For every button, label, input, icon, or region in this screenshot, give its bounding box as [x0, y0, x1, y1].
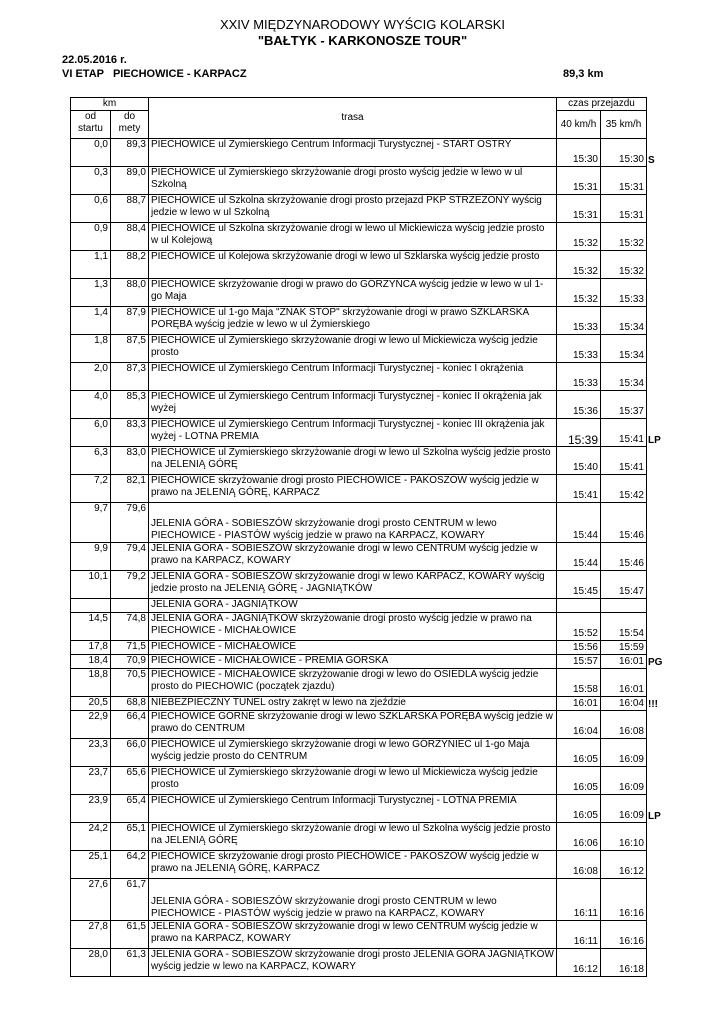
document-subtitle: "BAŁTYK - KARKONOSZE TOUR" [257, 33, 468, 48]
route-description: PIECHOWICE ul Żymierskiego Centrum Informacji Turystycznej - LOTNA PREMIA [149, 795, 557, 823]
route-description: PIECHOWICE - MICHAŁOWICE skrzyżowanie drogi w lewo do OSIEDLA wyścig jedzie prosto do PIECHOWIC (początek zjazdu) [149, 669, 557, 697]
route-description: PIECHOWICE ul Żymierskiego skrzyżowanie drogi w lewo ul Mickiewicza wyścig jedzie prosto [149, 335, 557, 363]
km-to-finish: 83,3 [111, 419, 149, 447]
km-from-start: 1,1 [71, 251, 111, 279]
table-row [71, 599, 677, 613]
table-row [71, 223, 677, 251]
time-40kmh: 16:06 [557, 823, 601, 851]
time-35kmh: 15:46 [601, 543, 647, 571]
route-description: JELENIA GÓRA - SOBIESZÓW skrzyżowanie drogi w lewo CENTRUM wyścig jedzie w prawo na KARPACZ, KOWARY [149, 543, 557, 571]
do-header: do mety [111, 111, 149, 139]
trasa-header: trasa [149, 98, 557, 139]
table-row [71, 363, 677, 391]
time-35kmh: 15:32 [601, 251, 647, 279]
time-40kmh: 15:32 [557, 251, 601, 279]
time-40kmh: 16:05 [557, 767, 601, 795]
km-to-finish: 66,0 [111, 739, 149, 767]
route-marker: LP [648, 810, 661, 822]
table-row [71, 503, 677, 543]
time-40kmh: 15:32 [557, 223, 601, 251]
route-marker [647, 599, 677, 613]
route-marker [647, 335, 677, 363]
route-marker: LP [648, 434, 661, 446]
route-description: JELENIA GÓRA - SOBIESZÓW skrzyżowanie drogi prosto CENTRUM w lewo PIECHOWICE - PIASTÓW wyścig jedzie w prawo na KARPACZ, KOWARY [149, 879, 557, 921]
km-from-start: 28,0 [71, 949, 111, 977]
table-row [71, 167, 677, 195]
km-from-start: 0,6 [71, 195, 111, 223]
time-40kmh: 15:52 [557, 613, 601, 641]
time-40kmh: 16:01 [557, 697, 601, 711]
route-marker [647, 251, 677, 279]
km-to-finish: 71,5 [111, 641, 149, 655]
time-40kmh: 15:30 [557, 139, 601, 167]
route-description: PIECHOWICE GÓRNE skrzyżowanie drogi w lewo SZKLARSKA PORĘBA wyścig jedzie w prawo do CENTRUM [149, 711, 557, 739]
km-to-finish: 88,2 [111, 251, 149, 279]
km-from-start: 20,5 [71, 697, 111, 711]
km-from-start: 6,0 [71, 419, 111, 447]
km-from-start: 14,5 [71, 613, 111, 641]
km-to-finish: 61,5 [111, 921, 149, 949]
time-40kmh [557, 599, 601, 613]
km-to-finish: 88,7 [111, 195, 149, 223]
time-35kmh: 15:46 [601, 503, 647, 543]
table-row [71, 475, 677, 503]
km-to-finish: 85,3 [111, 391, 149, 419]
time-35kmh: 16:18 [601, 949, 647, 977]
km-from-start: 9,9 [71, 543, 111, 571]
time-40kmh: 15:32 [557, 279, 601, 307]
route-description: JELENIA GÓRA - SOBIESZÓW skrzyżowanie drogi w lewo CENTRUM wyścig jedzie w prawo na KARPACZ, KOWARY [149, 921, 557, 949]
table-row [71, 307, 677, 335]
table-row [71, 641, 677, 655]
table-row [71, 391, 677, 419]
km-to-finish: 87,3 [111, 363, 149, 391]
km-from-start: 4,0 [71, 391, 111, 419]
time-35kmh: 16:12 [601, 851, 647, 879]
time-35kmh: 15:34 [601, 307, 647, 335]
route-description: PIECHOWICE ul Żymierskiego Centrum Informacji Turystycznej - koniec II okrążenia jak wyżej [149, 391, 557, 419]
time-35kmh: 15:41 [601, 419, 647, 447]
km-from-start: 18,4 [71, 655, 111, 669]
km-from-start: 27,8 [71, 921, 111, 949]
stage-name: VI ETAP PIECHOWICE - KARPACZ [62, 68, 247, 80]
route-description: NIEBEZPIECZNY TUNEL ostry zakręt w lewo na zjeździe [149, 697, 557, 711]
time-40kmh: 15:33 [557, 307, 601, 335]
table-row [71, 655, 677, 669]
time-40kmh: 15:56 [557, 641, 601, 655]
time-40kmh: 16:05 [557, 795, 601, 823]
time-35kmh: 16:01 [601, 669, 647, 697]
table-row [71, 739, 677, 767]
time-40kmh: 15:44 [557, 543, 601, 571]
table-row [71, 795, 677, 823]
km-to-finish: 64,2 [111, 851, 149, 879]
od-header: od startu [71, 111, 111, 139]
time-35kmh: 15:54 [601, 613, 647, 641]
route-marker [647, 279, 677, 307]
km-from-start: 6,3 [71, 447, 111, 475]
km-from-start: 1,8 [71, 335, 111, 363]
route-marker: !!! [648, 698, 658, 710]
table-row [71, 543, 677, 571]
time-35kmh: 15:33 [601, 279, 647, 307]
route-description: PIECHOWICE ul Kolejowa skrzyżowanie drogi w lewo ul Szklarska wyścig jedzie prosto [149, 251, 557, 279]
route-description: PIECHOWICE skrzyżowanie drogi prosto PIECHOWICE - PAKOSZÓW wyścig jedzie w prawo na JELENIĄ GÓRĘ, KARPACZ [149, 851, 557, 879]
time-40kmh: 15:41 [557, 475, 601, 503]
time-35kmh: 16:04 [601, 697, 647, 711]
time-40kmh: 15:33 [557, 363, 601, 391]
route-marker [647, 613, 677, 641]
time-40kmh: 15:36 [557, 391, 601, 419]
route-marker [647, 475, 677, 503]
km-from-start: 2,0 [71, 363, 111, 391]
route-marker [647, 363, 677, 391]
km-from-start: 23,3 [71, 739, 111, 767]
km-from-start: 27,6 [71, 879, 111, 921]
km-from-start: 22,9 [71, 711, 111, 739]
km-to-finish: 79,4 [111, 543, 149, 571]
route-marker [647, 669, 677, 697]
table-row [71, 851, 677, 879]
km-to-finish: 61,7 [111, 879, 149, 921]
route-marker [647, 391, 677, 419]
time-40kmh: 15:44 [557, 503, 601, 543]
time-35kmh: 16:09 [601, 795, 647, 823]
km-to-finish: 88,0 [111, 279, 149, 307]
route-description: PIECHOWICE ul Żymierskiego skrzyżowanie drogi w lewo GÓRZYNIEC ul 1-go Maja wyścig jedzie prosto do CENTRUM [149, 739, 557, 767]
route-marker [647, 823, 677, 851]
time-40kmh: 15:31 [557, 167, 601, 195]
route-marker [647, 195, 677, 223]
table-row [71, 697, 677, 711]
km-from-start: 18,8 [71, 669, 111, 697]
table-row [71, 335, 677, 363]
km-to-finish: 66,4 [111, 711, 149, 739]
speed-35-header: 35 km/h [601, 111, 647, 139]
time-40kmh: 15:40 [557, 447, 601, 475]
route-description: JELENIA GÓRA - JAGNIĄTKÓW [149, 599, 557, 613]
km-to-finish [111, 599, 149, 613]
route-marker [647, 447, 677, 475]
time-40kmh: 15:58 [557, 669, 601, 697]
km-to-finish: 79,6 [111, 503, 149, 543]
km-from-start: 1,4 [71, 307, 111, 335]
km-from-start: 23,9 [71, 795, 111, 823]
route-marker [647, 503, 677, 543]
route-description: JELENIA GÓRA - SOBIESZÓW skrzyżowanie drogi w lewo KARPACZ, KOWARY wyścig jedzie prosto na JELENIĄ GÓRĘ - JAGNIĄTKÓW [149, 571, 557, 599]
route-marker [647, 851, 677, 879]
km-from-start: 10,1 [71, 571, 111, 599]
stage-date: 22.05.2016 r. [62, 54, 127, 66]
time-40kmh: 16:08 [557, 851, 601, 879]
route-marker: PG [648, 656, 663, 668]
speed-40-header: 40 km/h [557, 111, 601, 139]
route-description: PIECHOWICE ul Żymierskiego skrzyżowanie drogi w lewo ul Szkolna wyścig jedzie prosto na JELENIĄ GÓRĘ [149, 447, 557, 475]
route-description: PIECHOWICE ul Żymierskiego Centrum Informacji Turystycznej - koniec I okrążenia [149, 363, 557, 391]
time-35kmh: 15:42 [601, 475, 647, 503]
table-row [71, 613, 677, 641]
time-35kmh: 15:34 [601, 335, 647, 363]
time-35kmh: 15:59 [601, 641, 647, 655]
time-35kmh: 16:10 [601, 823, 647, 851]
km-to-finish: 89,0 [111, 167, 149, 195]
route-description: PIECHOWICE ul Szkolna skrzyżowanie drogi prosto przejazd PKP STRZEŻONY wyścig jedzie w lewo w ul Szkolną [149, 195, 557, 223]
route-description: PIECHOWICE ul Żymierskiego skrzyżowanie drogi prosto wyścig jedzie w lewo w ul Szkolną [149, 167, 557, 195]
time-35kmh: 15:31 [601, 167, 647, 195]
table-row [71, 767, 677, 795]
route-marker [647, 543, 677, 571]
time-40kmh: 16:04 [557, 711, 601, 739]
route-body [71, 139, 677, 977]
route-description: PIECHOWICE ul Żymierskiego skrzyżowanie drogi w lewo ul Szkolna wyścig jedzie prosto na JELENIĄ GÓRĘ [149, 823, 557, 851]
km-from-start: 0,3 [71, 167, 111, 195]
table-row [71, 139, 677, 167]
route-marker [647, 307, 677, 335]
table-row [71, 447, 677, 475]
km-from-start: 1,3 [71, 279, 111, 307]
km-to-finish: 70,9 [111, 655, 149, 669]
km-to-finish: 89,3 [111, 139, 149, 167]
km-to-finish: 79,2 [111, 571, 149, 599]
km-from-start: 7,2 [71, 475, 111, 503]
table-row [71, 879, 677, 921]
table-row [71, 279, 677, 307]
route-description: PIECHOWICE ul 1-go Maja "ZNAK STOP" skrzyżowanie drogi w prawo SZKLARSKA PORĘBA wyścig jedzie w lewo w ul Żymierskiego [149, 307, 557, 335]
table-row [71, 823, 677, 851]
stage-distance: 89,3 km [563, 68, 604, 80]
document-title: XXIV MIĘDZYNARODOWY WYŚCIG KOLARSKI [219, 17, 506, 32]
time-35kmh: 16:09 [601, 767, 647, 795]
route-marker [647, 641, 677, 655]
table-row [71, 571, 677, 599]
time-35kmh: 15:30 [601, 139, 647, 167]
time-40kmh: 16:05 [557, 739, 601, 767]
km-from-start: 23,7 [71, 767, 111, 795]
km-to-finish: 65,1 [111, 823, 149, 851]
km-to-finish: 68,8 [111, 697, 149, 711]
route-description: PIECHOWICE - MICHAŁOWICE [149, 641, 557, 655]
table-row [71, 419, 677, 447]
czas-header: czas przejazdu [557, 98, 647, 111]
km-to-finish: 74,8 [111, 613, 149, 641]
route-marker: S [648, 154, 655, 166]
route-description: PIECHOWICE ul Żymierskiego Centrum Informacji Turystycznej - koniec III okrążenia jak wyżej - LOTNA PREMIA [149, 419, 557, 447]
km-from-start: 25,1 [71, 851, 111, 879]
km-to-finish: 87,9 [111, 307, 149, 335]
time-35kmh [601, 599, 647, 613]
time-40kmh: 15:45 [557, 571, 601, 599]
time-35kmh: 16:08 [601, 711, 647, 739]
km-to-finish: 87,5 [111, 335, 149, 363]
route-table [70, 97, 677, 977]
time-40kmh: 16:11 [557, 921, 601, 949]
time-35kmh: 15:31 [601, 195, 647, 223]
time-35kmh: 16:16 [601, 879, 647, 921]
route-marker [647, 949, 677, 977]
route-description: JELENIA GÓRA - SOBIESZÓW skrzyżowanie drogi prosto CENTRUM w lewo PIECHOWICE - PIASTÓW wyścig jedzie w prawo na KARPACZ, KOWARY [149, 503, 557, 543]
km-to-finish: 83,0 [111, 447, 149, 475]
time-40kmh: 15:31 [557, 195, 601, 223]
route-description: PIECHOWICE skrzyżowanie drogi prosto PIECHOWICE - PAKOSZÓW wyścig jedzie w prawo na JELENIĄ GÓRĘ, KARPACZ [149, 475, 557, 503]
route-description: JELENIA GÓRA - JAGNIĄTKÓW skrzyżowanie drogi prosto wyścig jedzie w prawo na PIECHOWICE - MICHAŁOWICE [149, 613, 557, 641]
time-40kmh: 16:12 [557, 949, 601, 977]
km-to-finish: 61,3 [111, 949, 149, 977]
table-row [71, 921, 677, 949]
km-to-finish: 82,1 [111, 475, 149, 503]
km-to-finish: 70,5 [111, 669, 149, 697]
time-35kmh: 16:01 [601, 655, 647, 669]
route-description: PIECHOWICE ul Żymierskiego skrzyżowanie drogi w lewo ul Mickiewicza wyścig jedzie prosto [149, 767, 557, 795]
time-35kmh: 15:37 [601, 391, 647, 419]
km-from-start: 0,0 [71, 139, 111, 167]
route-marker [647, 223, 677, 251]
km-from-start [71, 599, 111, 613]
table-row [71, 195, 677, 223]
time-35kmh: 16:09 [601, 739, 647, 767]
route-description: PIECHOWICE ul Szkolna skrzyżowanie drogi w lewo ul Mickiewicza wyścig jedzie prosto w ul Kolejową [149, 223, 557, 251]
route-description: JELENIA GÓRA - SOBIESZÓW skrzyżowanie drogi prosto JELENIA GÓRA JAGNIĄTKÓW wyścig jedzie w lewo na KARPACZ, KOWARY [149, 949, 557, 977]
table-row [71, 949, 677, 977]
time-40kmh: 15:33 [557, 335, 601, 363]
time-35kmh: 15:47 [601, 571, 647, 599]
km-from-start: 17,8 [71, 641, 111, 655]
km-to-finish: 65,4 [111, 795, 149, 823]
table-row [71, 251, 677, 279]
time-40kmh: 15:57 [557, 655, 601, 669]
km-from-start: 24,2 [71, 823, 111, 851]
route-marker [647, 767, 677, 795]
time-35kmh: 15:41 [601, 447, 647, 475]
route-marker [647, 711, 677, 739]
route-description: PIECHOWICE - MICHAŁOWICE - PREMIA GÓRSKA [149, 655, 557, 669]
route-marker [647, 921, 677, 949]
km-header: km [71, 98, 149, 111]
km-from-start: 9,7 [71, 503, 111, 543]
km-to-finish: 65,6 [111, 767, 149, 795]
route-description: PIECHOWICE skrzyżowanie drogi w prawo do GÓRZYŃCA wyścig jedzie w lewo w ul 1-go Maja [149, 279, 557, 307]
time-35kmh: 15:34 [601, 363, 647, 391]
table-row [71, 711, 677, 739]
time-40kmh: 16:11 [557, 879, 601, 921]
km-to-finish: 88,4 [111, 223, 149, 251]
route-marker [647, 571, 677, 599]
time-35kmh: 15:32 [601, 223, 647, 251]
table-row [71, 669, 677, 697]
route-description: PIECHOWICE ul Żymierskiego Centrum Informacji Turystycznej - START OSTRY [149, 139, 557, 167]
km-from-start: 0,9 [71, 223, 111, 251]
route-marker [647, 739, 677, 767]
time-35kmh: 16:16 [601, 921, 647, 949]
route-marker [647, 879, 677, 921]
route-marker [647, 167, 677, 195]
time-40kmh: 15:39 [557, 419, 601, 447]
